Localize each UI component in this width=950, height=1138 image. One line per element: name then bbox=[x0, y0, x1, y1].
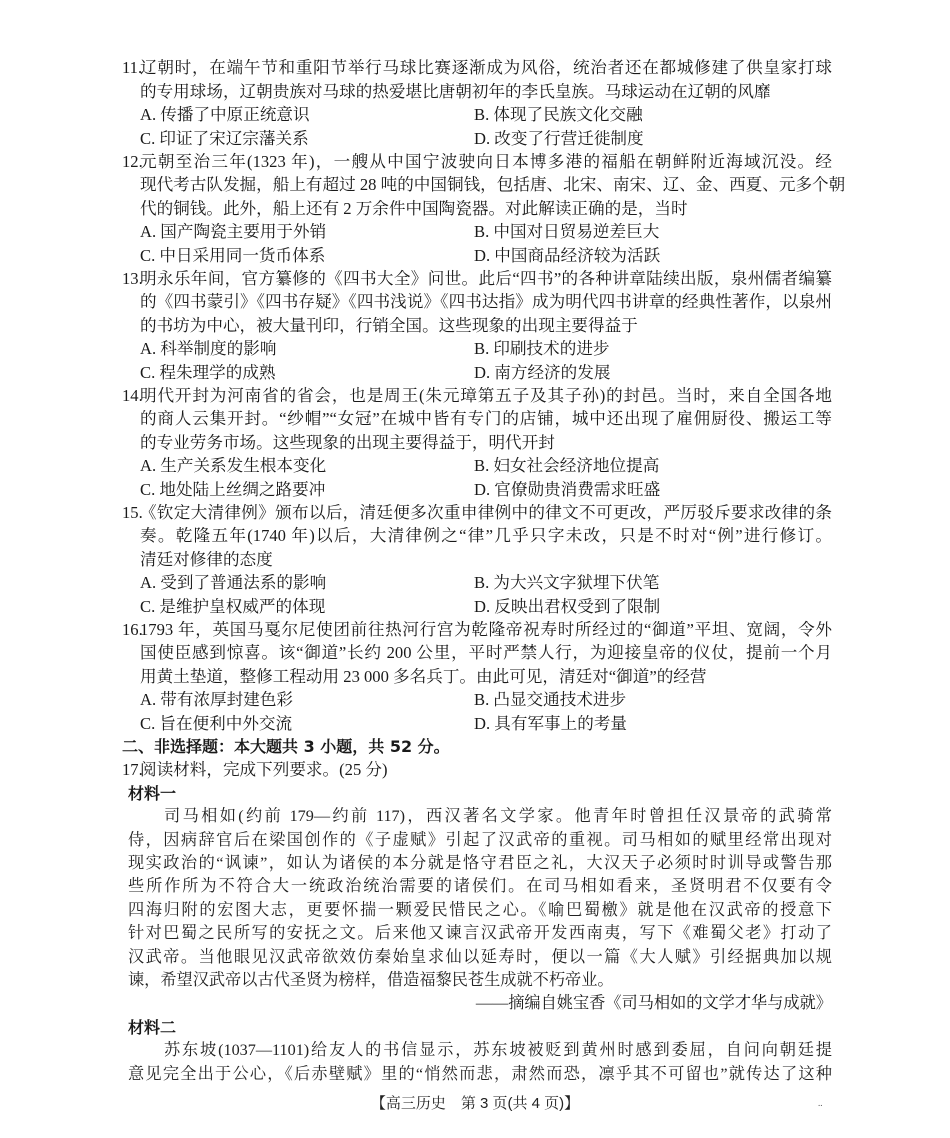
option-b: B. 凸显交通技术进步 bbox=[474, 690, 627, 710]
options-row bbox=[0, 571, 950, 594]
options-row bbox=[0, 220, 950, 243]
options-row bbox=[0, 244, 950, 267]
question-13-stem bbox=[0, 267, 950, 290]
stem-line: 元朝至治三年(1323 年)，一艘从中国宁波驶向日本博多港的福船在朝鲜附近海域沉没。经 bbox=[140, 151, 832, 171]
material-1-source: ——摘编自姚宝香《司马相如的文学才华与成就》 bbox=[475, 994, 832, 1013]
option-a: A. 带有浓厚封建色彩 bbox=[140, 690, 294, 710]
material-1-line: 司马相如(约前 179—约前 117)，西汉著名文学家。他青年时曾担任汉景帝的武骑常 bbox=[164, 807, 832, 826]
option-a: A. 传播了中原正统意识 bbox=[140, 105, 310, 125]
stem-line: 的《四书蒙引》《四书存疑》《四书浅说》《四书达指》成为明代四书讲章的经典性著作，以泉州 bbox=[140, 292, 832, 312]
option-c: C. 地处陆上丝绸之路要冲 bbox=[140, 479, 326, 499]
option-d: D. 具有军事上的考量 bbox=[474, 713, 628, 733]
option-b: B. 印刷技术的进步 bbox=[474, 339, 610, 359]
corner-mark: .. bbox=[818, 1098, 823, 1108]
option-d: D. 官僚勋贵消费需求旺盛 bbox=[474, 479, 661, 499]
material-1-line: 现实政治的“讽谏”，如认为诸侯的本分就是恪守君臣之礼，大汉天子必须时时训导或警告那 bbox=[128, 853, 832, 872]
option-b: B. 妇女社会经济地位提高 bbox=[474, 456, 660, 476]
question-number: 15. bbox=[122, 502, 143, 522]
stem-line: 代的铜钱。此外，船上还有 2 万余件中国陶瓷器。对此解读正确的是，当时 bbox=[140, 198, 688, 218]
question-number: 14. bbox=[122, 385, 143, 405]
options-row bbox=[0, 688, 950, 711]
options-row bbox=[0, 712, 950, 735]
material-2-line: 苏东坡(1037—1101)给友人的书信显示，苏东坡被贬到黄州时感到委屈，自问向朝廷提 bbox=[164, 1041, 832, 1060]
stem-line: 奏。乾隆五年(1740 年)以后，大清律例之“律”几乎只字未改，只是不时对“例”进行修订。 bbox=[140, 526, 832, 546]
option-a: A. 生产关系发生根本变化 bbox=[140, 456, 327, 476]
page-footer: 【高三历史 第 3 页(共 4 页)】 bbox=[370, 1095, 580, 1112]
question-number: 13. bbox=[122, 268, 143, 288]
stem-line: 明永乐年间，官方纂修的《四书大全》问世。此后“四书”的各种讲章陆续出版，泉州儒者编纂 bbox=[140, 268, 832, 288]
question-15-stem bbox=[0, 501, 950, 524]
question-14-stem bbox=[0, 384, 950, 407]
option-a: A. 科举制度的影响 bbox=[140, 339, 277, 359]
question-11-stem bbox=[0, 56, 950, 79]
option-c: C. 旨在便利中外交流 bbox=[140, 713, 293, 733]
material-1-line: 针对巴蜀之民所写的安抚之文。后来他又谏言汉武帝开发西南夷，写下《难蜀父老》打动了 bbox=[128, 924, 832, 943]
question-number: 16. bbox=[122, 619, 143, 639]
question-17-stem bbox=[0, 758, 950, 781]
stem-line: 明代开封为河南省的省会，也是周王(朱元璋第五子及其子孙)的封邑。当时，来自全国各地 bbox=[140, 385, 832, 405]
stem-line: 清廷对修律的态度 bbox=[140, 549, 273, 569]
material-1-line: 些所作所为不符合大一统政治统治需要的诸侯们。在司马相如看来，圣贤明君不仅要有令 bbox=[128, 877, 832, 896]
material-1-line: 汉武帝。当他眼见汉武帝欲效仿秦始皇求仙以延寿时，便以一篇《大人赋》引经据典加以规 bbox=[128, 947, 832, 966]
option-b: B. 体现了民族文化交融 bbox=[474, 105, 643, 125]
option-c: C. 程朱理学的成熟 bbox=[140, 362, 276, 382]
stem-line: 1793 年，英国马戛尔尼使团前往热河行宫为乾隆帝祝寿时所经过的“御道”平坦、宽阔，令外 bbox=[140, 619, 832, 639]
options-row bbox=[0, 127, 950, 150]
option-c: C. 是维护皇权威严的体现 bbox=[140, 596, 326, 616]
question-number: 17. bbox=[122, 760, 143, 780]
stem-line: 的专业劳务市场。这些现象的出现主要得益于，明代开封 bbox=[140, 432, 555, 452]
option-d: D. 改变了行营迁徙制度 bbox=[474, 128, 644, 148]
question-number: 11. bbox=[122, 58, 143, 78]
option-d: D. 反映出君权受到了限制 bbox=[474, 596, 661, 616]
option-d: D. 中国商品经济较为活跃 bbox=[474, 245, 661, 265]
question-prompt: 阅读材料，完成下列要求。(25 分) bbox=[140, 760, 388, 780]
material-2-line: 意见完全出于公心，《后赤壁赋》里的“悄然而悲，肃然而恐，凛乎其不可留也”就传达了这种 bbox=[128, 1064, 832, 1083]
stem-line: 国使臣感到惊喜。该“御道”长约 200 公里，平时严禁人行，为迎接皇帝的仪仗，提前一个月 bbox=[140, 643, 832, 663]
options-row bbox=[0, 103, 950, 126]
options-row bbox=[0, 595, 950, 618]
question-number: 12. bbox=[122, 151, 143, 171]
stem-line: 现代考古队发掘，船上有超过 28 吨的中国铜钱，包括唐、北宋、南宋、辽、金、西夏、元多个朝 bbox=[140, 175, 846, 195]
option-c: C. 中日采用同一货币体系 bbox=[140, 245, 326, 265]
section-heading: 二、非选择题：本大题共 3 小题，共 52 分。 bbox=[122, 736, 450, 756]
material-2-title: 材料二 bbox=[128, 1017, 177, 1037]
option-d: D. 南方经济的发展 bbox=[474, 362, 611, 382]
stem-line: 辽朝时，在端午节和重阳节举行马球比赛逐渐成为风俗，统治者还在都城修建了供皇家打球 bbox=[140, 58, 832, 78]
options-row bbox=[0, 361, 950, 384]
stem-line: 的书坊为中心，被大量刊印，行销全国。这些现象的出现主要得益于 bbox=[140, 315, 638, 335]
stem-line: 《钦定大清律例》颁布以后，清廷便多次重申律例中的律文不可更改，严厉驳斥要求改律的条 bbox=[140, 502, 832, 522]
stem-line: 用黄土垫道，整修工程动用 23 000 多名兵丁。由此可见，清廷对“御道”的经营 bbox=[140, 666, 707, 686]
option-a: A. 受到了普通法系的影响 bbox=[140, 573, 327, 593]
option-b: B. 中国对日贸易逆差巨大 bbox=[474, 222, 660, 242]
material-1-line: 谏，希望汉武帝以古代圣贤为榜样，借造福黎民苍生成就不朽帝业。 bbox=[128, 970, 614, 989]
option-b: B. 为大兴文字狱埋下伏笔 bbox=[474, 573, 660, 593]
options-row bbox=[0, 454, 950, 477]
material-1-line: 四海归附的宏图大志，更要怀揣一颗爱民惜民之心。《喻巴蜀檄》就是他在汉武帝的授意下 bbox=[128, 900, 832, 919]
options-row bbox=[0, 478, 950, 501]
question-16-stem bbox=[0, 618, 950, 641]
material-1-line: 侍，因病辞官后在梁国创作的《子虚赋》引起了汉武帝的重视。司马相如的赋里经常出现对 bbox=[128, 830, 832, 849]
options-row bbox=[0, 337, 950, 360]
option-c: C. 印证了宋辽宗藩关系 bbox=[140, 128, 309, 148]
question-12-stem bbox=[0, 150, 950, 173]
stem-line: 的商人云集开封。“纱帽”“女冠”在城中皆有专门的店铺，城中还出现了雇佣厨役、搬运工等 bbox=[140, 409, 832, 429]
option-a: A. 国产陶瓷主要用于外销 bbox=[140, 222, 327, 242]
stem-line: 的专用球场，辽朝贵族对马球的热爱堪比唐朝初年的李氏皇族。马球运动在辽朝的风靡 bbox=[140, 81, 771, 101]
material-1-title: 材料一 bbox=[128, 783, 177, 803]
